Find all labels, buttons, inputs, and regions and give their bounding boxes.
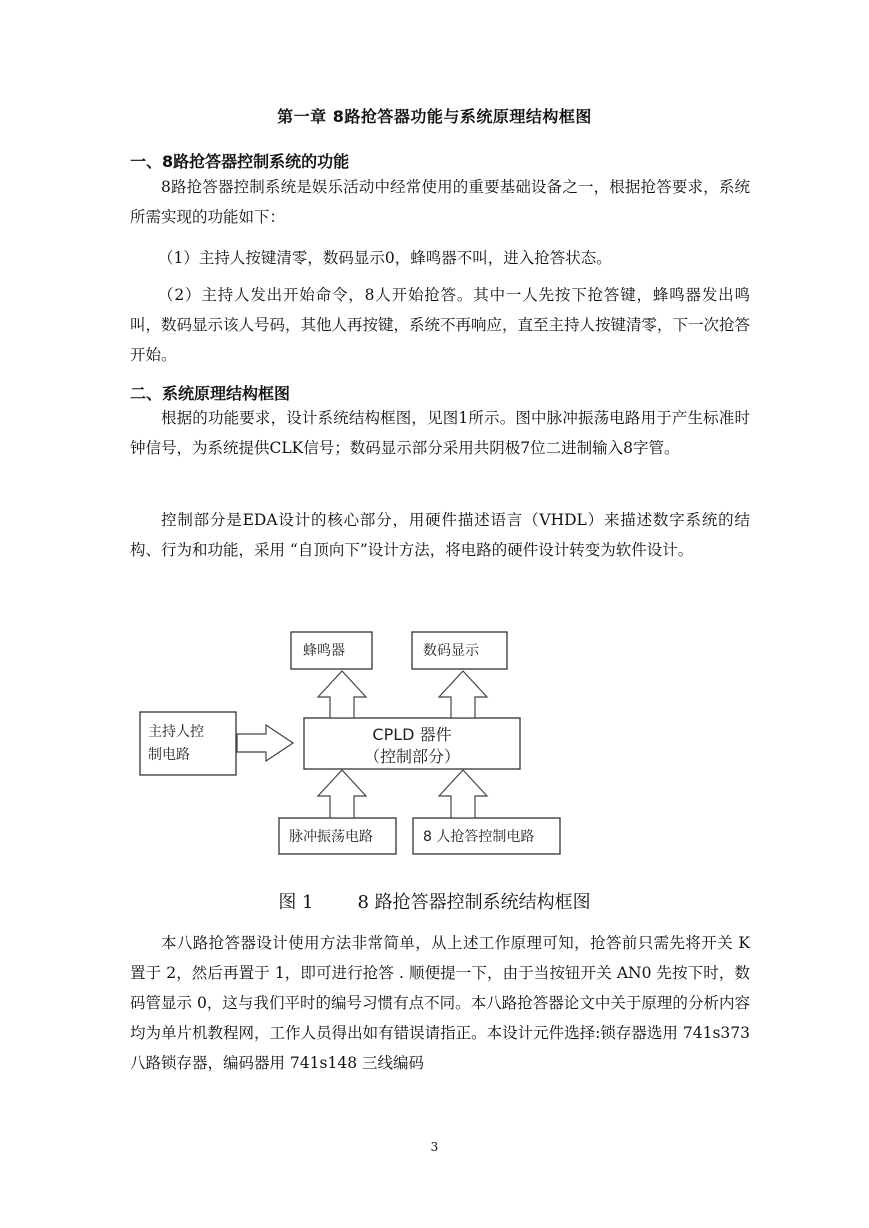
body-text: 本八路抢答器设计使用方法非常简单，从上述工作原理可知，抢答前只需先将开关 K 置于 2，然后再置于 1，即可进行抢答 . 顺便提一下，由于当按钮开关 AN0 先按下时，数码管显示 0，这与我们平时的编号习惯有点不同。本八路抢答器论文中关于原理的分析内容均为单片机教程网，工作人员得出如有错误请指正。本设计元件选择:锁存器选用 741s373 八路锁存器，编码器用 741s148 三线编码 xyxy=(130,934,750,1072)
cpld-label-line2: （控制部分） xyxy=(363,747,461,766)
page-number: 3 xyxy=(430,1140,439,1154)
pulse-label: 脉冲振荡电路 xyxy=(289,829,373,845)
arrow-up-icon xyxy=(439,770,487,818)
arrow-up-icon xyxy=(318,770,366,818)
arrow-right-icon xyxy=(237,725,293,761)
figure-caption xyxy=(0,888,869,914)
section1-item2: （2）主持人发出开始命令，8人开始抢答。其中一人先按下抢答键，蜂鸣器发出鸣叫，数码显示该人号码，其他人再按键，系统不再响应，直至主持人按键清零，下一次抢答开始。 xyxy=(130,286,751,364)
display-label: 数码显示 xyxy=(423,643,479,659)
host-box xyxy=(140,712,236,775)
figure-caption-text: 8 路抢答器控制系统结构框图 xyxy=(357,892,591,913)
section1-heading: 一、8路抢答器控制系统的功能 xyxy=(130,152,350,171)
section1-item1: （1）主持人按键清零，数码显示0，蜂鸣器不叫，进入抢答状态。 xyxy=(158,249,612,267)
host-label-line2: 制电路 xyxy=(148,747,190,763)
host-label-line1: 主持人控 xyxy=(148,724,204,740)
section2-para2: 控制部分是EDA设计的核心部分，用硬件描述语言（VHDL）来描述数字系统的结构、行为和功能，采用 “自顶向下”设计方法，将电路的硬件设计转变为软件设计。 xyxy=(130,511,750,559)
arrow-up-icon xyxy=(318,671,366,718)
section2-para1: 根据的功能要求，设计系统结构框图，见图1所示。图中脉冲振荡电路用于产生标准时钟信号，为系统提供CLK信号；数码显示部分采用共阴极7位二进制输入8字管。 xyxy=(130,409,750,457)
arrow-up-icon xyxy=(439,671,487,718)
chapter-title: 第一章 8路抢答器功能与系统原理结构框图 xyxy=(277,107,592,126)
section1-intro: 8路抢答器控制系统是娱乐活动中经常使用的重要基础设备之一，根据抢答要求，系统所需实现的功能如下： xyxy=(130,178,750,226)
figure-number: 图 1 xyxy=(278,892,314,913)
contestants-label: 8 人抢答控制电路 xyxy=(423,829,535,845)
section2-heading: 二、系统原理结构框图 xyxy=(130,384,291,403)
cpld-label-line1: CPLD 器件 xyxy=(372,725,452,744)
buzzer-label: 蜂鸣器 xyxy=(303,643,345,659)
